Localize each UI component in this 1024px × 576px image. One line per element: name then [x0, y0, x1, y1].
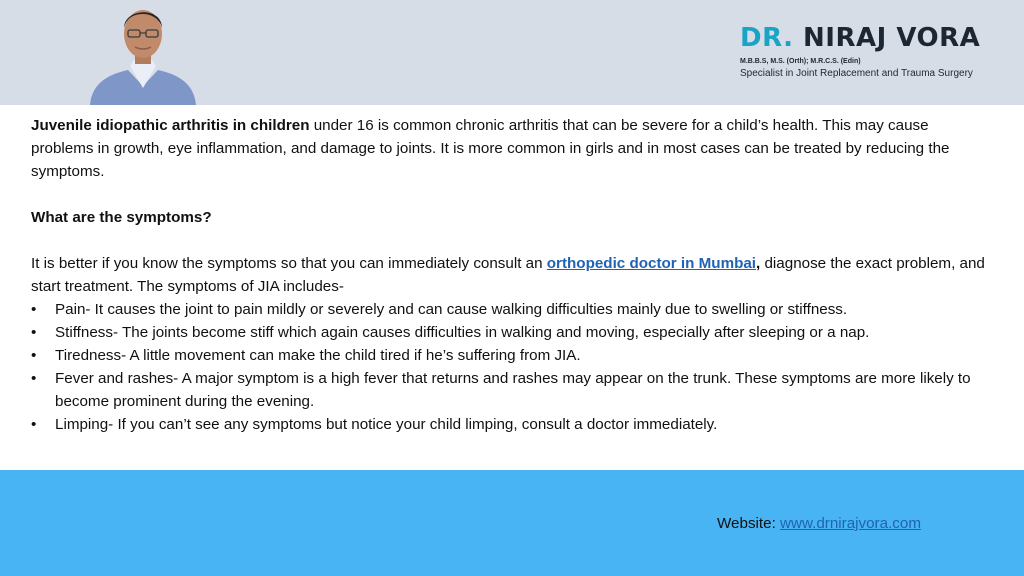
symptoms-heading [31, 206, 991, 229]
website-label: Website: [717, 515, 781, 532]
bullet-icon: • [31, 324, 37, 341]
consult-text-before: It is better if you know the symptoms so that you can immediately consult an [31, 255, 547, 272]
doctor-portrait [80, 0, 206, 105]
list-item-text: Fever and rashes- A major symptom is a high fever that returns and rashes may appear on the trunk. These symptoms are more likely to become prominent during the evening. [55, 370, 971, 410]
bullet-icon: • [31, 347, 37, 364]
brand-name [740, 22, 1010, 54]
list-item [31, 344, 991, 367]
website-link[interactable]: www.drnirajvora.com [780, 515, 921, 532]
list-item-text: Stiffness- The joints become stiff which again causes difficulties in walking and moving, especially after sleeping or a nap. [55, 324, 870, 341]
list-item-text: Pain- It causes the joint to pain mildly or severely and can cause walking difficulties mainly due to swelling or stiffness. [55, 301, 848, 318]
article-body [31, 114, 991, 436]
intro-text: under 16 is common chronic arthritis that can be severe for a child’s health. This may cause problems in growth, eye inflammation, and damage to joints. It is more common in girls and in most cases can be treated by reducing the symptoms. [31, 117, 950, 180]
orthopedic-doctor-link[interactable]: orthopedic doctor in Mumbai [546, 255, 757, 272]
brand-prefix: DR. [740, 23, 794, 53]
list-item [31, 298, 991, 321]
brand-credentials: M.B.B.S, M.S. (Orth); M.R.C.S. (Edin) [740, 58, 861, 65]
bullet-icon: • [31, 301, 37, 318]
header-banner [0, 0, 1024, 105]
bullet-icon: • [31, 370, 37, 387]
list-item-text: Tiredness- A little movement can make the child tired if he’s suffering from JIA. [55, 347, 581, 364]
consult-comma: , [756, 255, 761, 272]
list-item [31, 367, 991, 413]
list-item [31, 321, 991, 344]
consult-text-after: diagnose the exact problem, and start treatment. The symptoms of JIA includes- [31, 255, 985, 295]
website-line [717, 513, 921, 535]
list-item [31, 413, 991, 436]
consult-paragraph [31, 252, 991, 298]
symptoms-list [31, 298, 991, 436]
list-item-text: Limping- If you can’t see any symptoms but notice your child limping, consult a doctor immediately. [55, 416, 718, 433]
bullet-icon: • [31, 416, 37, 433]
brand-doctor-name: NIRAJ VORA [803, 23, 981, 53]
symptoms-heading-text: What are the symptoms? [31, 209, 212, 226]
intro-paragraph [31, 114, 991, 183]
brand-specialty: Specialist in Joint Replacement and Trauma Surgery [740, 68, 973, 79]
brand-logo [740, 22, 1010, 92]
intro-bold-lead: Juvenile idiopathic arthritis in children [31, 117, 310, 134]
